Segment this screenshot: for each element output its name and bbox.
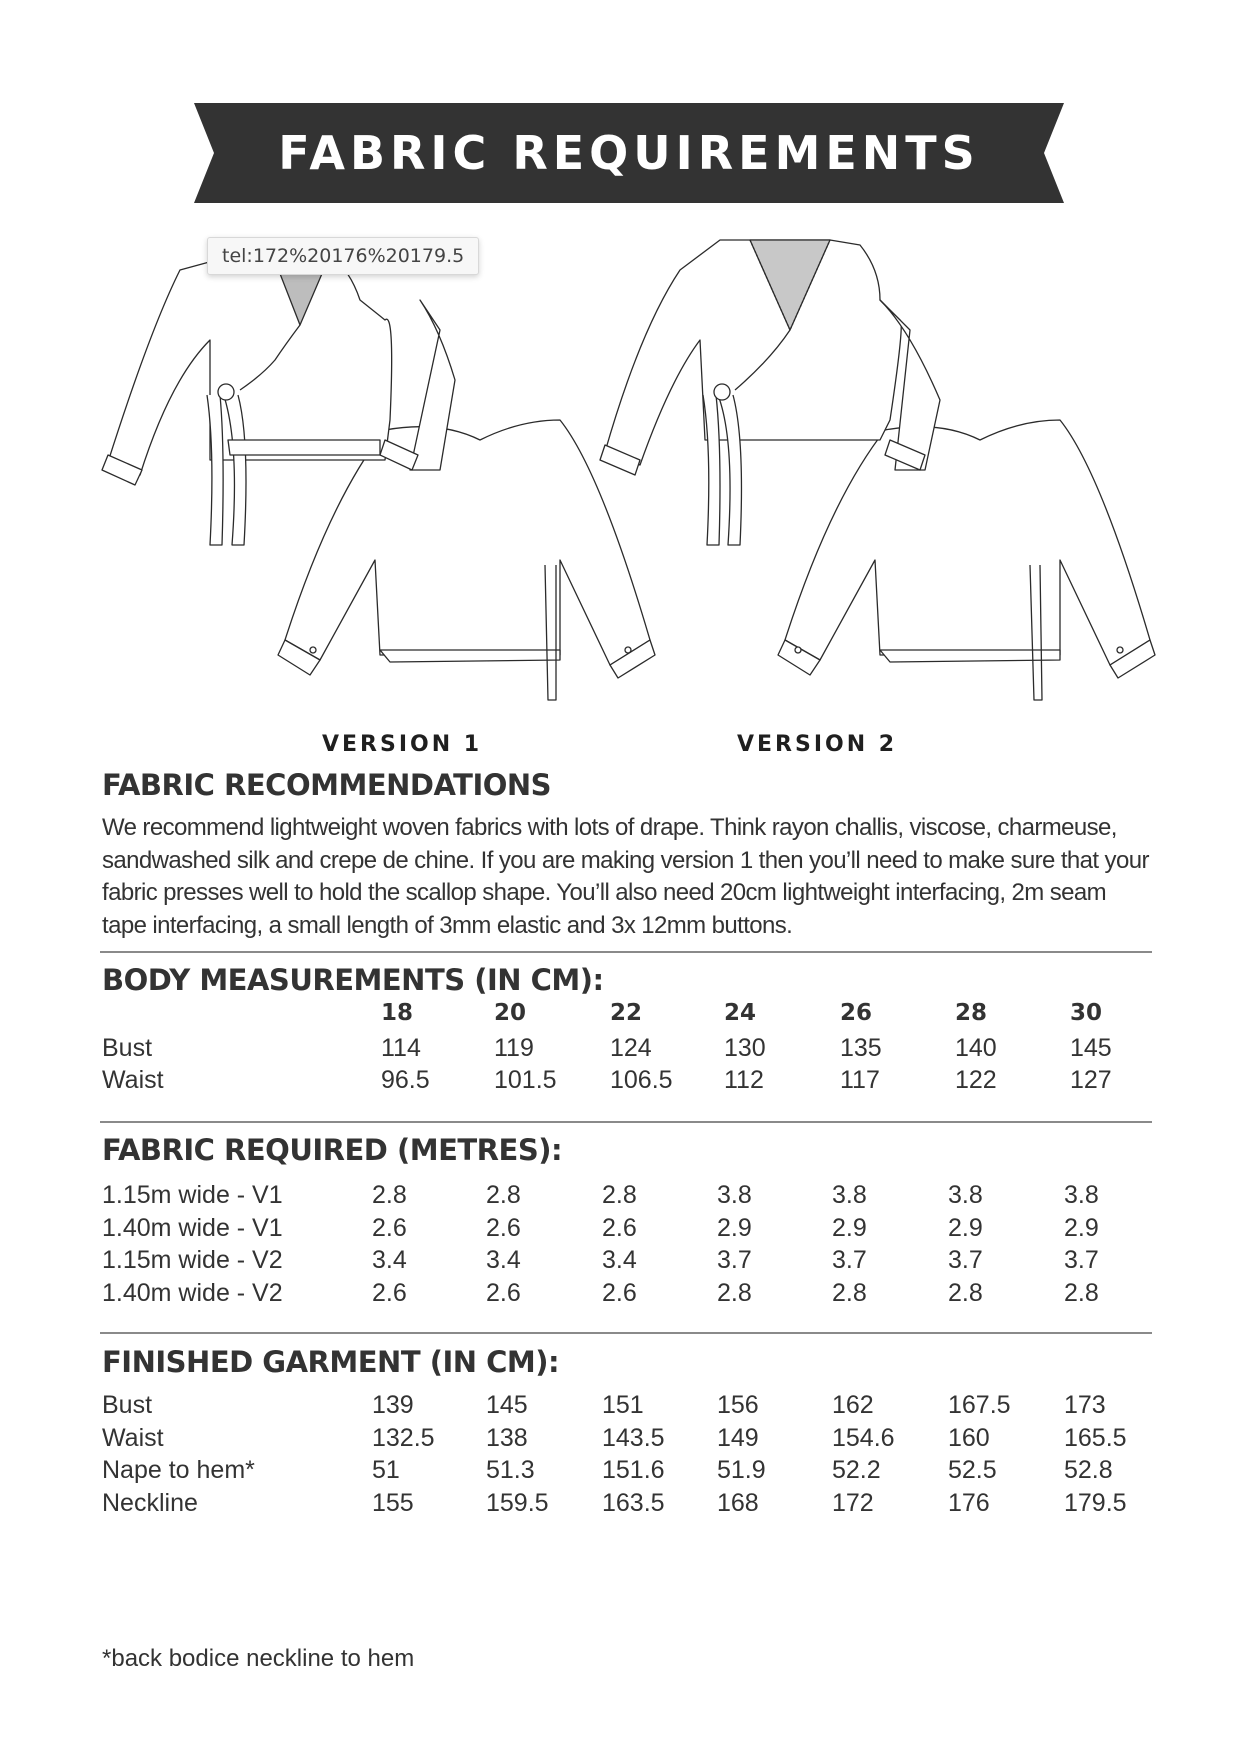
cell: 122	[955, 1066, 997, 1094]
recommendations-line: We recommend lightweight woven fabrics with lots of drape. Think rayon challis, viscose, charmeuse,	[102, 814, 1117, 841]
cell: 135	[840, 1034, 882, 1062]
cell: 2.9	[832, 1214, 867, 1242]
row-label: 1.15m wide - V1	[102, 1181, 283, 1209]
cell: 160	[948, 1424, 990, 1452]
cell: 2.9	[948, 1214, 983, 1242]
cell: 3.7	[1064, 1246, 1099, 1274]
cell: 127	[1070, 1066, 1112, 1094]
cell: 2.8	[372, 1181, 407, 1209]
cell: 149	[717, 1424, 759, 1452]
cell: 52.2	[832, 1456, 881, 1484]
cell: 101.5	[494, 1066, 557, 1094]
cell: 138	[486, 1424, 528, 1452]
row-label: 1.40m wide - V1	[102, 1214, 283, 1242]
cell: 143.5	[602, 1424, 665, 1452]
cell: 2.6	[602, 1279, 637, 1307]
cell: 2.9	[717, 1214, 752, 1242]
cell: 151.6	[602, 1456, 665, 1484]
cell: 3.7	[717, 1246, 752, 1274]
row-label: Neckline	[102, 1489, 198, 1517]
recommendations-heading: FABRIC RECOMMENDATIONS	[102, 768, 552, 802]
cell: 106.5	[610, 1066, 673, 1094]
cell: 112	[724, 1066, 764, 1094]
cell: 165.5	[1064, 1424, 1127, 1452]
link-tooltip: tel:172%20176%20179.5	[207, 237, 479, 275]
cell: 51.3	[486, 1456, 535, 1484]
cell: 2.6	[602, 1214, 637, 1242]
row-label: Waist	[102, 1424, 164, 1452]
cell: 156	[717, 1391, 759, 1419]
cell: 2.8	[1064, 1279, 1099, 1307]
cell: 173	[1064, 1391, 1106, 1419]
cell: 3.8	[948, 1181, 983, 1209]
cell: 162	[832, 1391, 874, 1419]
cell: 51	[372, 1456, 400, 1484]
cell: 51.9	[717, 1456, 766, 1484]
size-label: 20	[494, 1000, 527, 1026]
version1-back-illustration	[278, 420, 655, 700]
cell: 176	[948, 1489, 990, 1517]
size-label: 26	[840, 1000, 873, 1026]
cell: 2.6	[486, 1279, 521, 1307]
cell: 3.8	[832, 1181, 867, 1209]
page-title: FABRIC REQUIREMENTS	[278, 126, 980, 180]
cell: 172	[832, 1489, 874, 1517]
finished-garment-heading: FINISHED GARMENT (IN CM):	[102, 1345, 560, 1379]
cell: 3.8	[717, 1181, 752, 1209]
recommendations-paragraph	[102, 812, 1162, 942]
cell: 52.5	[948, 1456, 997, 1484]
cell: 3.7	[948, 1246, 983, 1274]
divider	[100, 951, 1152, 953]
cell: 139	[372, 1391, 414, 1419]
footnote: *back bodice neckline to hem	[102, 1645, 415, 1672]
version1-label: VERSION 1	[322, 732, 483, 757]
cell: 3.7	[832, 1246, 867, 1274]
body-measurements-heading: BODY MEASUREMENTS (IN CM):	[102, 963, 604, 997]
cell: 2.8	[717, 1279, 752, 1307]
cell: 3.8	[1064, 1181, 1099, 1209]
recommendations-line: tape interfacing, a small length of 3mm elastic and 3x 12mm buttons.	[102, 911, 793, 939]
cell: 168	[717, 1489, 759, 1517]
cell: 119	[494, 1034, 534, 1062]
cell: 124	[610, 1034, 652, 1062]
cell: 179.5	[1064, 1489, 1127, 1517]
cell: 2.8	[832, 1279, 867, 1307]
size-label: 22	[610, 1000, 643, 1026]
size-label: 24	[724, 1000, 757, 1026]
recommendations-line: sandwashed silk and crepe de chine. If you are making version 1 then you’ll need to make sure that your	[102, 846, 1149, 874]
garment-illustrations	[100, 215, 1180, 735]
version2-label: VERSION 2	[737, 732, 898, 757]
cell: 130	[724, 1034, 766, 1062]
cell: 167.5	[948, 1391, 1011, 1419]
size-label: 18	[381, 1000, 414, 1026]
title-banner	[194, 103, 1064, 203]
cell: 3.4	[372, 1246, 407, 1274]
row-label: Bust	[102, 1391, 153, 1419]
cell: 2.8	[486, 1181, 521, 1209]
cell: 2.6	[372, 1214, 407, 1242]
size-label: 28	[955, 1000, 988, 1026]
size-label: 30	[1070, 1000, 1103, 1026]
recommendations-line: fabric presses well to hold the scallop shape. You’ll also need 20cm lightweight interfacing, 2m seam	[102, 879, 1107, 906]
divider	[100, 1332, 1152, 1334]
fabric-required-heading: FABRIC REQUIRED (METRES):	[102, 1133, 563, 1167]
cell: 2.9	[1064, 1214, 1099, 1242]
cell: 145	[486, 1391, 528, 1419]
cell: 2.8	[948, 1279, 983, 1307]
row-label: Bust	[102, 1034, 153, 1062]
cell: 154.6	[832, 1424, 895, 1452]
row-label: Waist	[102, 1066, 164, 1094]
cell: 155	[372, 1489, 414, 1517]
row-label: 1.15m wide - V2	[102, 1246, 283, 1274]
cell: 163.5	[602, 1489, 665, 1517]
cell: 2.6	[486, 1214, 521, 1242]
cell: 2.6	[372, 1279, 407, 1307]
cell: 151	[602, 1391, 644, 1419]
cell: 52.8	[1064, 1456, 1113, 1484]
cell: 159.5	[486, 1489, 549, 1517]
cell: 145	[1070, 1034, 1112, 1062]
cell: 114	[381, 1034, 421, 1062]
cell: 132.5	[372, 1424, 435, 1452]
row-label: 1.40m wide - V2	[102, 1279, 283, 1307]
cell: 3.4	[602, 1246, 637, 1274]
cell: 3.4	[486, 1246, 521, 1274]
row-label: Nape to hem*	[102, 1456, 255, 1484]
cell: 140	[955, 1034, 997, 1062]
cell: 2.8	[602, 1181, 637, 1209]
divider	[100, 1121, 1152, 1123]
cell: 96.5	[381, 1066, 430, 1094]
cell: 117	[840, 1066, 880, 1094]
version2-back-illustration	[778, 420, 1155, 700]
